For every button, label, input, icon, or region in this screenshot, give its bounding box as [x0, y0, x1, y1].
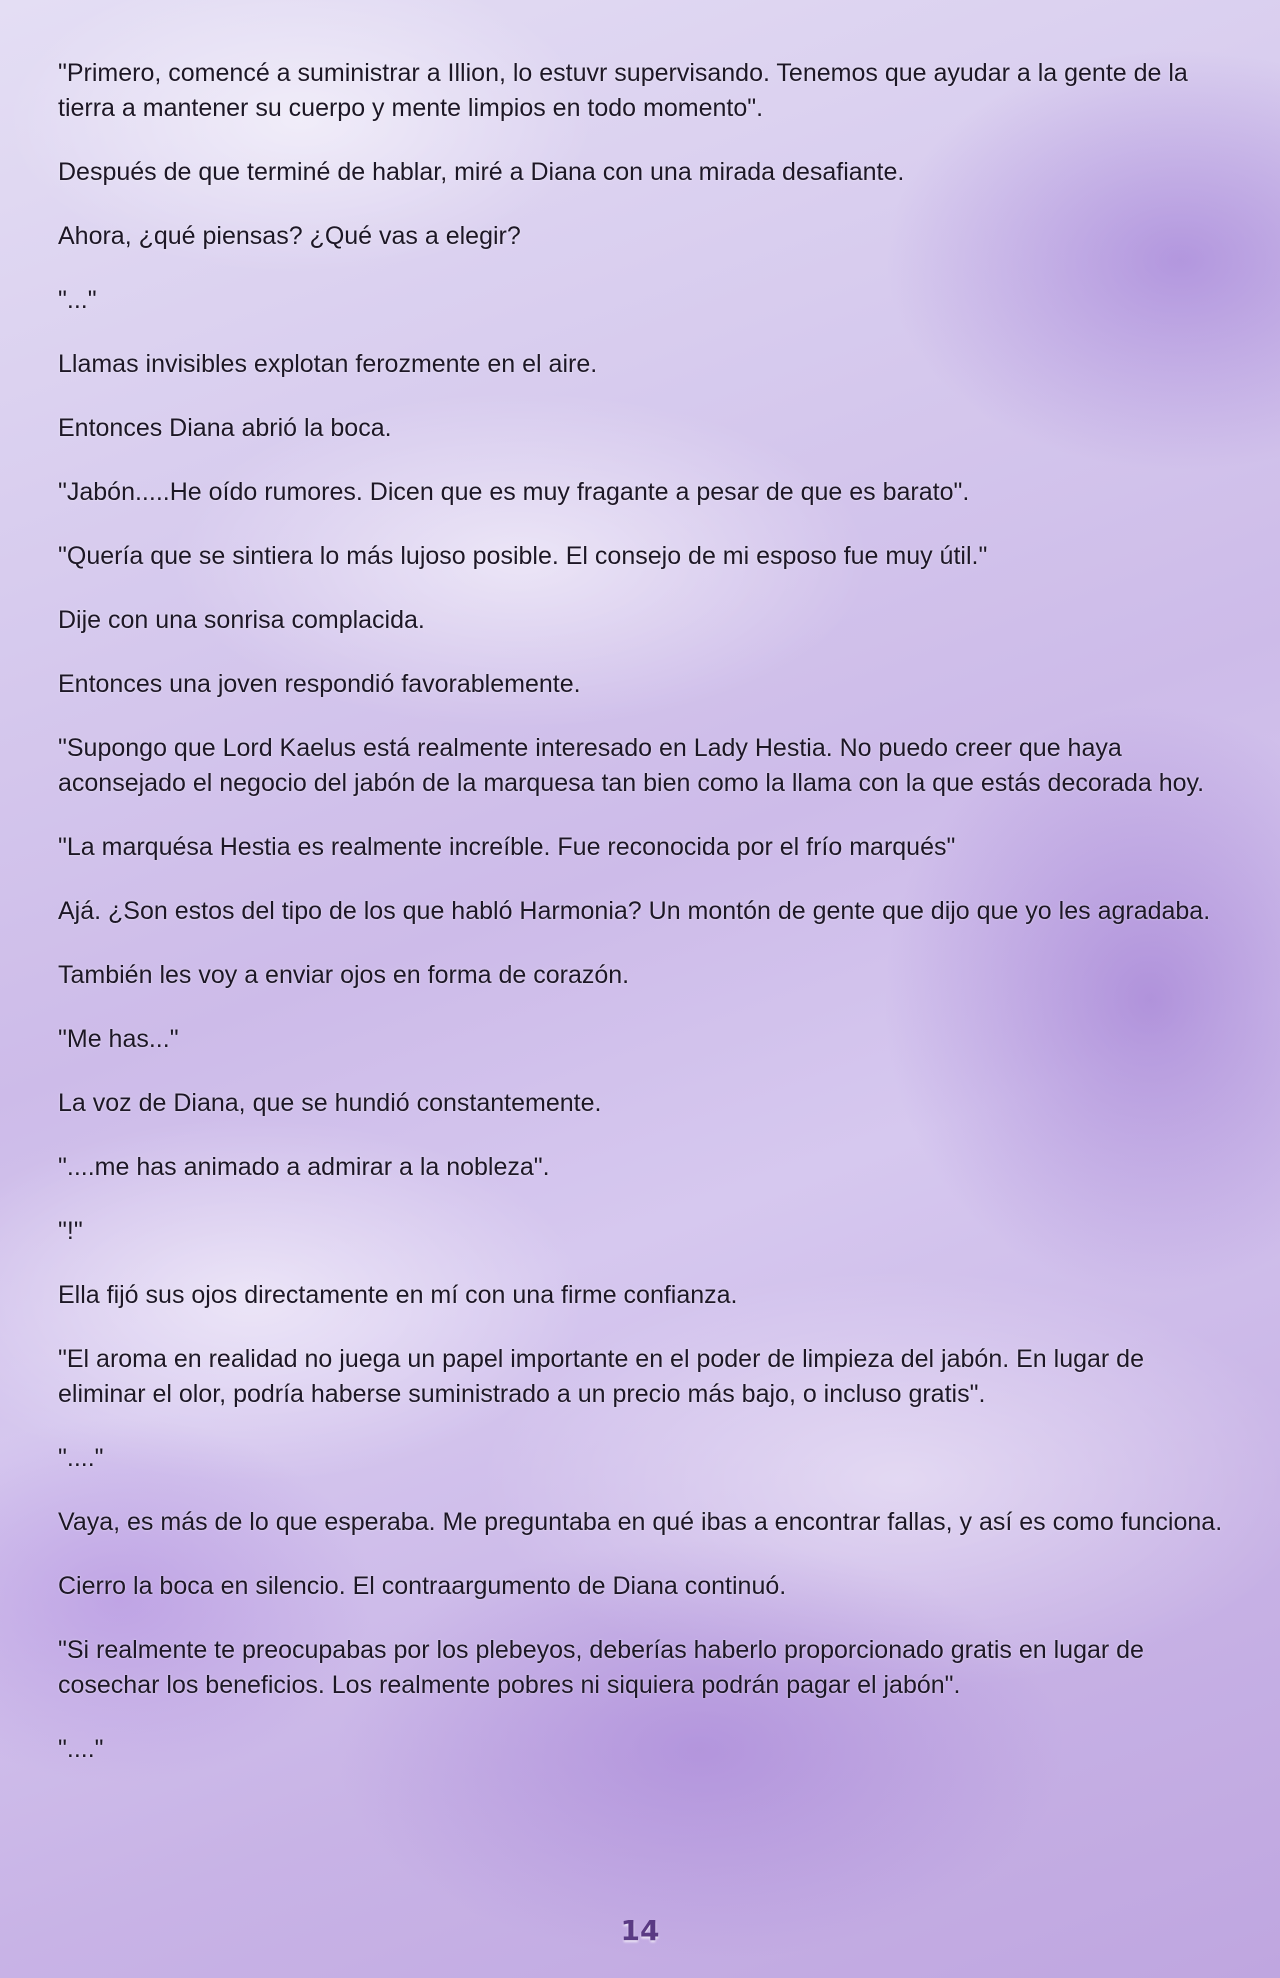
page-number: 14	[620, 1914, 660, 1947]
paragraph: "La marquésa Hestia es realmente increíble. Fue reconocida por el frío marqués"	[58, 833, 956, 861]
paragraph: Ajá. ¿Son estos del tipo de los que habló Harmonia? Un montón de gente que dijo que yo les agradaba.	[58, 897, 1211, 925]
document-body	[58, 56, 1228, 1796]
paragraph: "Supongo que Lord Kaelus está realmente interesado en Lady Hestia. No puedo creer que haya aconsejado el negocio del jabón de la marquesa tan bien como la llama con la que estás decorada hoy.	[58, 734, 1205, 797]
paragraph: Entonces Diana abrió la boca.	[58, 414, 392, 442]
paragraph: "!"	[58, 1217, 83, 1245]
paragraph: Llamas invisibles explotan ferozmente en el aire.	[58, 350, 598, 378]
paragraph: "....me has animado a admirar a la nobleza".	[58, 1153, 550, 1181]
paragraph: Vaya, es más de lo que esperaba. Me preguntaba en qué ibas a encontrar fallas, y así es como funciona.	[58, 1508, 1223, 1536]
paragraph: Ahora, ¿qué piensas? ¿Qué vas a elegir?	[58, 222, 521, 250]
paragraph: Entonces una joven respondió favorablemente.	[58, 670, 581, 698]
paragraph: "Jabón.....He oído rumores. Dicen que es muy fragante a pesar de que es barato".	[58, 478, 970, 506]
paragraph: "...."	[58, 1444, 104, 1472]
paragraph: "Quería que se sintiera lo más lujoso posible. El consejo de mi esposo fue muy útil."	[58, 542, 988, 570]
paragraph: "El aroma en realidad no juega un papel importante en el poder de limpieza del jabón. En lugar de eliminar el olor, podría haberse suministrado a un precio más bajo, o incluso gratis".	[58, 1345, 1144, 1408]
paragraph: La voz de Diana, que se hundió constantemente.	[58, 1089, 602, 1117]
paragraph: Después de que terminé de hablar, miré a Diana con una mirada desafiante.	[58, 158, 905, 186]
paragraph: Ella fijó sus ojos directamente en mí con una firme confianza.	[58, 1281, 738, 1309]
paragraph: "...."	[58, 1735, 104, 1763]
paragraph: "Me has..."	[58, 1025, 179, 1053]
paragraph: "Si realmente te preocupabas por los plebeyos, deberías haberlo proporcionado gratis en lugar de cosechar los beneficios. Los realmente pobres ni siquiera podrán pagar el jabón".	[58, 1636, 1144, 1699]
paragraph: "..."	[58, 286, 97, 314]
paragraph: También les voy a enviar ojos en forma de corazón.	[58, 961, 630, 989]
paragraph: "Primero, comencé a suministrar a Illion, lo estuvr supervisando. Tenemos que ayudar a la gente de la tierra a mantener su cuerpo y mente limpios en todo momento".	[58, 59, 1188, 122]
paragraph: Dije con una sonrisa complacida.	[58, 606, 425, 634]
paragraph: Cierro la boca en silencio. El contraargumento de Diana continuó.	[58, 1572, 787, 1600]
